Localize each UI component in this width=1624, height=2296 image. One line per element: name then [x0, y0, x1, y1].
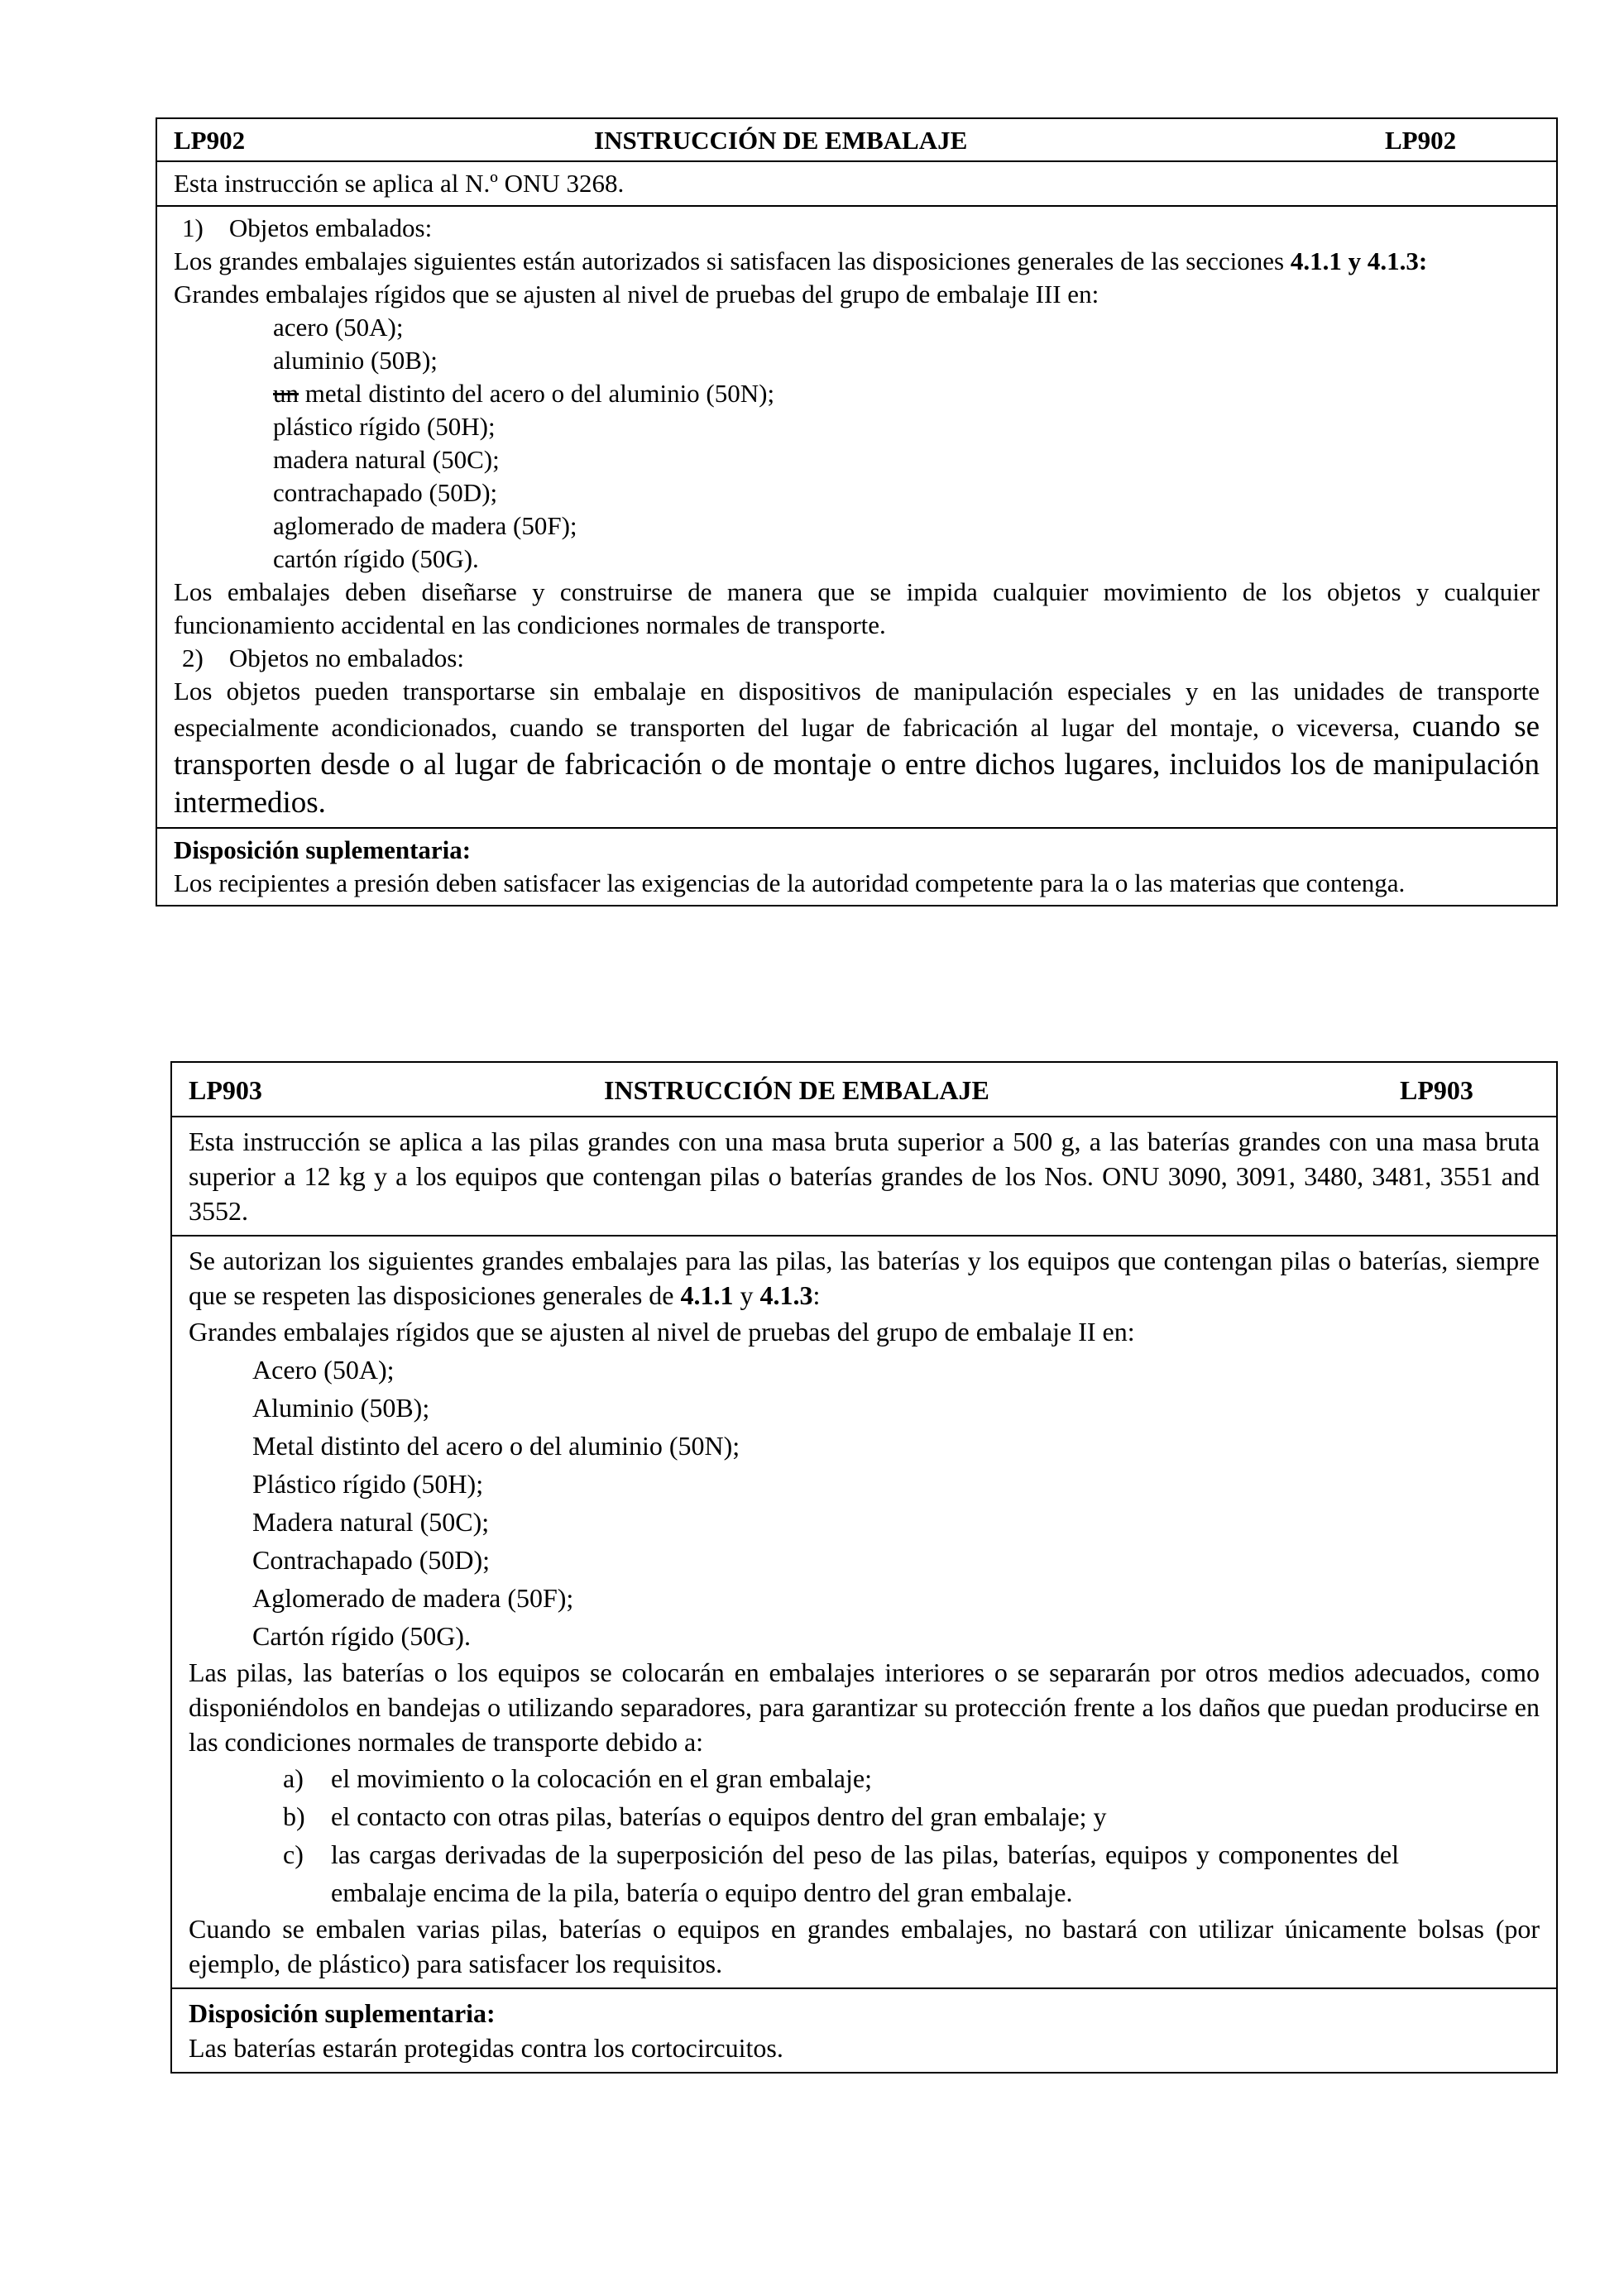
lp903-table [170, 1061, 1558, 2074]
lp902-table [156, 117, 1558, 906]
lp903-code-left: LP903 [189, 1075, 262, 1105]
lp902-applies-text: Esta instrucción se aplica al N.º ONU 3268. [174, 169, 625, 198]
list-item: Aluminio (50B); [252, 1393, 430, 1423]
lp903-code-right: LP903 [1400, 1075, 1473, 1105]
list-item: b) el contacto con otras pilas, baterías o equipos dentro del gran embalaje; y [283, 1797, 1540, 1835]
list-item: Cartón rígido (50G). [252, 1621, 471, 1651]
list-marker: b) [283, 1801, 305, 1831]
list-item: Contrachapado (50D); [252, 1545, 491, 1575]
list-item: aluminio (50B); [273, 346, 438, 375]
strikethrough-text: un [273, 379, 299, 408]
list-item: Acero (50A); [252, 1355, 395, 1385]
list-item: madera natural (50C); [273, 445, 500, 474]
lp903-rigid-intro: Grandes embalajes rígidos que se ajusten al nivel de pruebas del grupo de embalaje II en: [189, 1317, 1135, 1347]
lp902-supplementary-heading: Disposición suplementaria: [174, 835, 472, 864]
lp902-code-right: LP902 [1385, 126, 1457, 155]
list-item: contrachapado (50D); [273, 478, 498, 507]
lp902-applies-row [157, 162, 1556, 207]
lp902-section2-added-text: cuando se transporten desde o al lugar de fabricación o de montaje o entre dichos lugares, incluidos los de manipulación intermedios. [174, 710, 1540, 820]
list-marker: a) [283, 1763, 304, 1793]
lp902-supplementary-text: Los recipientes a presión deben satisfacer las exigencias de la autoridad competente para la o las materias que contenga. [174, 868, 1406, 897]
list-item: aglomerado de madera (50F); [273, 511, 577, 540]
lp903-header-row [172, 1063, 1556, 1117]
lp903-applies-text: Esta instrucción se aplica a las pilas grandes con una masa bruta superior a 500 g, a las baterías grandes con una masa bruta superior a 12 kg y a los equipos que contengan pilas o baterías grandes de los Nos. ONU 3090, 3091, 3480, 3481, 3551 and 3552. [189, 1126, 1540, 1226]
list-item: plástico rígido (50H); [273, 412, 496, 441]
list-item: c) las cargas derivadas de la superposición del peso de las pilas, baterías, equipos y componentes del embalaje encima de la pila, batería o equipo dentro del gran embalaje. [283, 1835, 1540, 1911]
lp903-applies-row [172, 1117, 1556, 1236]
lp902-section1-heading: 1) Objetos embalados: [182, 213, 433, 242]
lp902-section2-text: Los objetos pueden transportarse sin embalaje en dispositivos de manipulación especiales y en las unidades de transporte especialmente acondicionados, cuando se transporten del lugar de fabricación al lugar del montaje, o viceversa, cuando se transporten desde o al lugar de fabricación o de montaje o entre dichos lugares, incluidos los de manipulación intermedios. [174, 677, 1540, 820]
list-item: Madera natural (50C); [252, 1507, 490, 1537]
list-item: un metal distinto del acero o del aluminio (50N); [273, 379, 775, 408]
list-item: a) el movimiento o la colocación en el gran embalaje; [283, 1759, 1540, 1797]
lp903-authorize-text: Se autorizan los siguientes grandes embalajes para las pilas, las baterías y los equipos que contengan pilas o baterías, siempre que se respeten las disposiciones generales de 4.1.1 y 4.1.3: [189, 1246, 1540, 1310]
lp902-supplementary-row [157, 829, 1556, 905]
lp902-header-row [157, 119, 1556, 162]
lp902-material-list [174, 311, 1540, 576]
list-item: Aglomerado de madera (50F); [252, 1583, 574, 1613]
lp903-title: INSTRUCCIÓN DE EMBALAJE [604, 1075, 989, 1105]
lp903-bags-text: Cuando se embalen varias pilas, baterías o equipos en grandes embalajes, no bastará con utilizar únicamente bolsas (por ejemplo, de plástico) para satisfacer los requisitos. [189, 1914, 1540, 1978]
list-marker: c) [283, 1839, 304, 1869]
lp903-supplementary-text: Las baterías estarán protegidas contra los cortocircuitos. [189, 2033, 783, 2063]
lp902-rigid-intro: Grandes embalajes rígidos que se ajusten al nivel de pruebas del grupo de embalaje III en: [174, 280, 1099, 309]
list-item: acero (50A); [273, 313, 404, 342]
lp902-section2-heading: 2) Objetos no embalados: [182, 643, 464, 672]
lp903-cause-list [189, 1759, 1540, 1911]
lp902-section1-intro: Los grandes embalajes siguientes están autorizados si satisfacen las disposiciones generales de las secciones 4.1.1 y 4.1.3: [174, 246, 1428, 275]
lp903-material-list [189, 1351, 1540, 1655]
lp903-body-row [172, 1236, 1556, 1989]
lp903-supplementary-row [172, 1989, 1556, 2072]
list-item: cartón rígido (50G). [273, 544, 479, 573]
lp903-supplementary-heading: Disposición suplementaria: [189, 1998, 496, 2028]
lp902-body-row [157, 207, 1556, 829]
lp902-section-ref: 4.1.1 y 4.1.3: [1290, 246, 1428, 275]
lp902-title: INSTRUCCIÓN DE EMBALAJE [594, 126, 968, 155]
lp903-protection-text: Las pilas, las baterías o los equipos se colocarán en embalajes interiores o se separarán por otros medios adecuados, como disponiéndolos en bandejas o utilizando separadores, para garantizar su protección frente a los daños que puedan producirse en las condiciones normales de transporte debido a: [189, 1657, 1540, 1757]
list-item: Metal distinto del acero o del aluminio (50N); [252, 1431, 740, 1461]
lp902-design-text: Los embalajes deben diseñarse y construirse de manera que se impida cualquier movimiento de los objetos y cualquier funcionamiento accidental en las condiciones normales de transporte. [174, 577, 1540, 639]
list-item: Plástico rígido (50H); [252, 1469, 484, 1499]
lp902-code-left: LP902 [174, 126, 246, 155]
